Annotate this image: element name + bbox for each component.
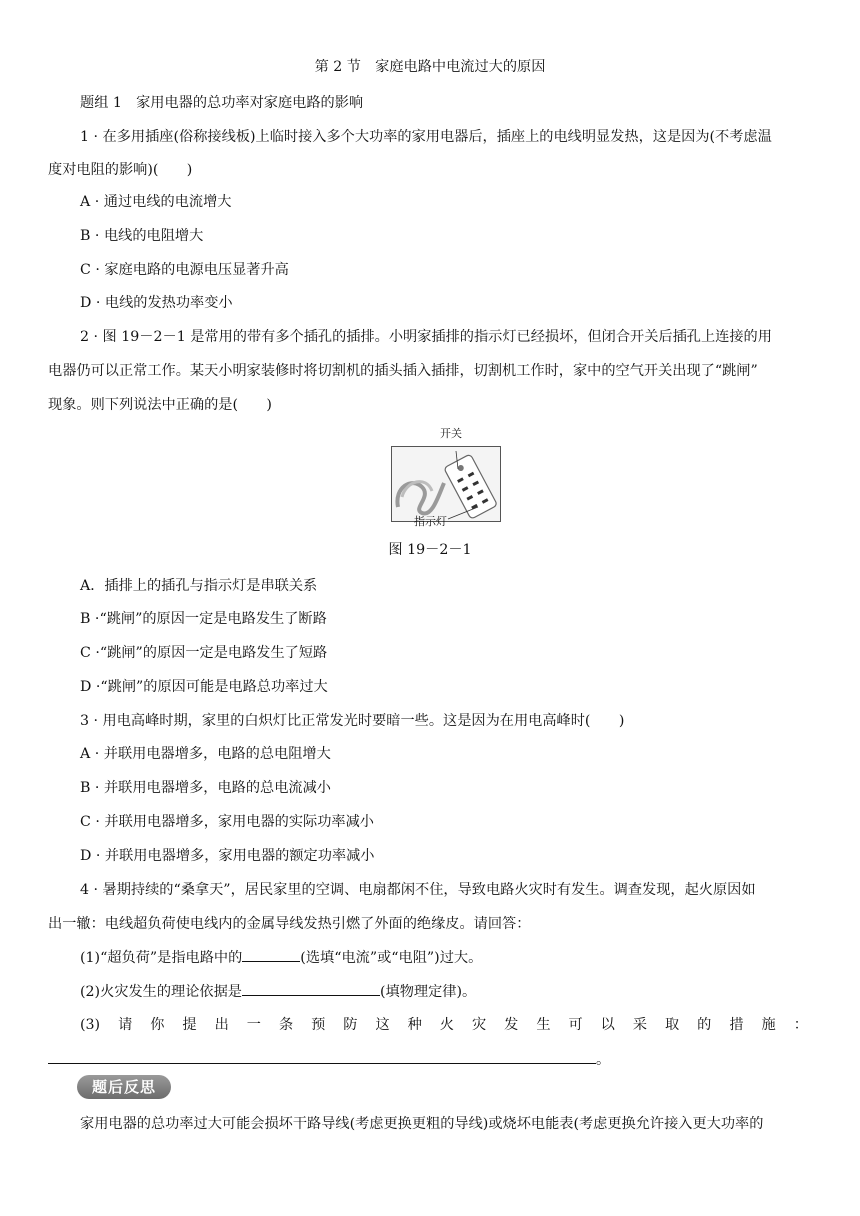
q4-sub3-char: 这 [375, 1017, 390, 1033]
q4-sub3-char: 预 [311, 1017, 326, 1033]
q4-sub2-blank[interactable] [242, 981, 380, 996]
q4-sub1-blank[interactable] [242, 947, 300, 962]
q4-sub3-char: 采 [632, 1017, 648, 1033]
q4-stem-line1: 4 · 暑期持续的“桑拿天”，居民家里的空调、电扇都闲不住，导致电路火灾时有发生。调查发现，起火原因如 [80, 882, 756, 898]
q4-sub3-char: 提 [182, 1017, 197, 1033]
q4-sub3-char: 灾 [471, 1017, 487, 1033]
group-title: 题组 1 家用电器的总功率对家庭电路的影响 [80, 95, 364, 111]
q4-sub3-char: 取 [665, 1017, 680, 1033]
q1-stem-line1: 1 · 在多用插座(俗称接线板)上临时接入多个大功率的家用电器后，插座上的电线明显发热，这是因为(不考虑温 [80, 129, 772, 145]
q3-option-b: B · 并联用电器增多，电路的总电流减小 [80, 780, 331, 796]
q2-stem-line1: 2 · 图 19－2－1 是常用的带有多个插孔的插排。小明家插排的指示灯已经损坏，但闭合开关后插孔上连接的用 [80, 329, 772, 345]
q4-sub2-suffix: (填物理定律)。 [379, 984, 477, 1000]
q4-sub3-char: 防 [343, 1017, 358, 1033]
q4-sub3-char: 种 [407, 1017, 422, 1033]
q4-sub2 [80, 981, 476, 1002]
q4-sub3-char: 发 [504, 1017, 519, 1033]
reflection-badge: 题后反思 [77, 1075, 171, 1099]
q4-sub2-prefix: (2)火灾发生的理论依据是 [80, 984, 242, 1000]
q4-sub3-char: ： [793, 1017, 808, 1033]
q2-option-d: D ·“跳闸”的原因可能是电路总功率过大 [80, 679, 328, 695]
q4-sub3-char: 以 [600, 1017, 615, 1033]
reflection-text: 家用电器的总功率过大可能会损坏干路导线(考虑更换更粗的导线)或烧坏电能表(考虑更换允许接入更大功率的 [80, 1116, 764, 1132]
q1-stem-line2: 度对电阻的影响)( ) [48, 162, 193, 178]
q2-option-c: C ·“跳闸”的原因一定是电路发生了短路 [80, 645, 328, 661]
q4-sub3-line [80, 1015, 808, 1035]
q3-option-c: C · 并联用电器增多，家用电器的实际功率减小 [80, 814, 374, 830]
q3-option-a: A · 并联用电器增多，电路的总电阻增大 [80, 746, 331, 762]
section-title: 第 2 节 家庭电路中电流过大的原因 [314, 59, 546, 75]
q4-sub3-char: 请 [118, 1017, 133, 1033]
q4-sub3-char: 施 [761, 1017, 776, 1033]
q2-stem-line3: 现象。则下列说法中正确的是( ) [48, 397, 272, 413]
q4-sub3-blank[interactable] [48, 1049, 596, 1064]
figure-label-light: 指示灯 [414, 515, 447, 528]
q4-sub3-char: 生 [536, 1017, 551, 1033]
q3-stem: 3 · 用电高峰时期，家里的白炽灯比正常发光时要暗一些。这是因为在用电高峰时( ) [80, 713, 625, 729]
q4-sub1 [80, 947, 482, 968]
q4-sub3-char: (3) [80, 1017, 101, 1033]
q4-sub3-end: 。 [596, 1052, 611, 1068]
q4-sub3-char: 出 [214, 1017, 229, 1033]
q4-sub1-prefix: (1)“超负荷”是指电路中的 [80, 950, 243, 966]
q4-sub3-char: 一 [246, 1017, 261, 1033]
q4-sub3-char: 条 [278, 1017, 294, 1033]
power-strip-illustration [392, 447, 500, 521]
q3-option-d: D · 并联用电器增多，家用电器的额定功率减小 [80, 848, 375, 864]
q4-sub1-suffix: (选填“电流”或“电阻”)过大。 [300, 950, 483, 966]
figure-label-switch: 开关 [440, 427, 462, 440]
q1-option-c: C · 家庭电路的电源电压显著升高 [80, 262, 289, 278]
q4-sub3-char: 你 [150, 1017, 165, 1033]
q4-sub3-char: 的 [697, 1017, 712, 1033]
q4-sub3-char: 可 [568, 1017, 583, 1033]
q1-option-a: A · 通过电线的电流增大 [80, 194, 232, 210]
q2-stem-line2: 电器仍可以正常工作。某天小明家装修时将切割机的插头插入插排，切割机工作时，家中的空气开关出现了“跳闸” [48, 363, 758, 379]
power-strip-figure [391, 446, 501, 522]
q4-sub3-char: 火 [439, 1017, 454, 1033]
q4-sub3-answer [48, 1049, 610, 1070]
q1-option-d: D · 电线的发热功率变小 [80, 295, 233, 311]
q1-option-b: B · 电线的电阻增大 [80, 228, 204, 244]
figure-caption: 图 19－2－1 [388, 542, 472, 558]
q4-stem-line2: 出一辙：电线超负荷使电线内的金属导线发热引燃了外面的绝缘皮。请回答： [48, 916, 531, 932]
q2-option-b: B ·“跳闸”的原因一定是电路发生了断路 [80, 611, 327, 627]
q4-sub3-char: 措 [729, 1017, 744, 1033]
q2-option-a: A．插排上的插孔与指示灯是串联关系 [80, 578, 318, 594]
